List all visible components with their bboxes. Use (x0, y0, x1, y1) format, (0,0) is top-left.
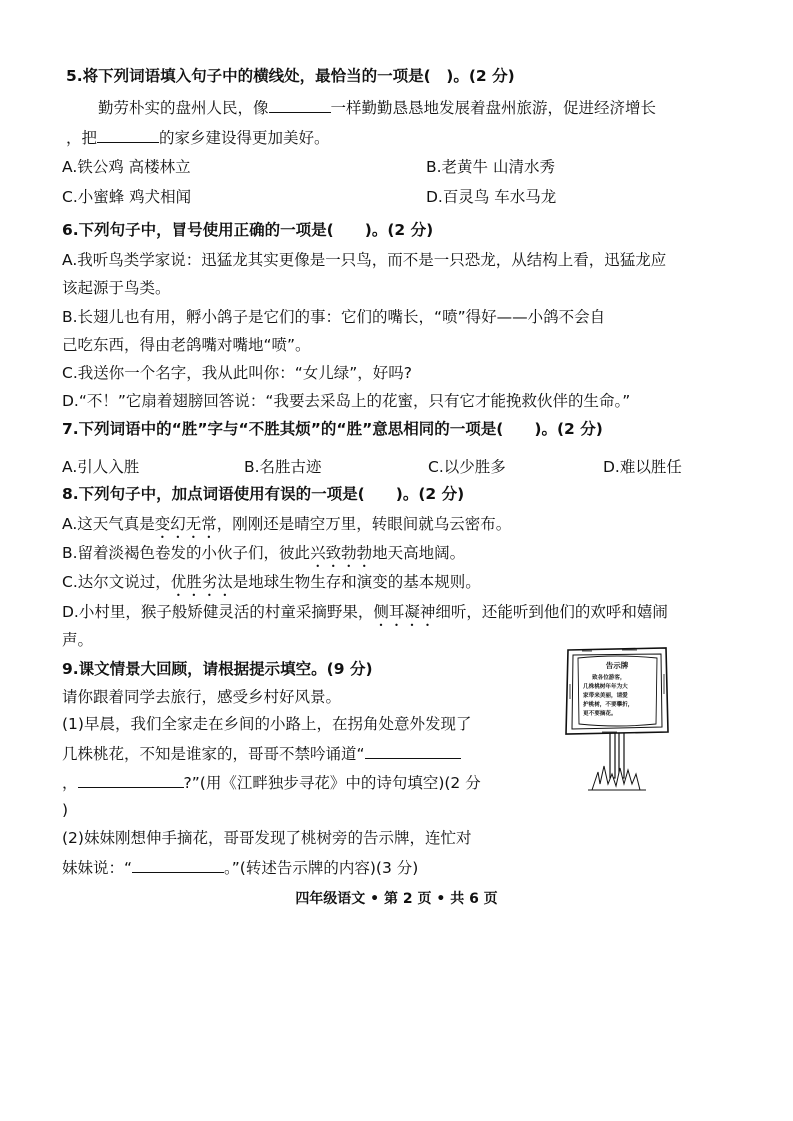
q5-option-c[interactable]: C.小蜜蜂 鸡犬相闻 (62, 188, 192, 206)
q9-blank-2[interactable] (78, 771, 184, 788)
q7-option-d[interactable]: D.难以胜任 (603, 458, 682, 476)
q9-part2-line1: (2)妹妹刚想伸手摘花，哥哥发现了桃树旁的告示牌，连忙对 (62, 829, 472, 847)
q5-sentence-line1 (98, 96, 656, 119)
q7-option-c[interactable]: C.以少胜多 (428, 458, 506, 476)
q5-stem: 5.将下列词语填入句子中的横线处，最恰当的一项是( )。(2 分) (66, 67, 515, 85)
q9-part1-hint: ?”(用《江畔独步寻花》中的诗句填空)(2 分 (183, 774, 481, 792)
notice-board-illustration (562, 644, 672, 792)
q8-option-b[interactable] (62, 542, 465, 571)
q8-c-dotted-word: 优胜劣汰 (170, 573, 233, 591)
q9-blank-3[interactable] (132, 856, 224, 873)
q8-option-c[interactable] (62, 571, 481, 600)
q9-part2-line2 (62, 856, 418, 879)
q6-option-c[interactable]: C.我送你一个名字，我从此叫你：“女儿绿”，好吗? (62, 364, 413, 382)
q9-stem: 9.课文情景大回顾，请根据提示填空。(9 分) (62, 660, 373, 678)
q5-option-a[interactable]: A.铁公鸡 高楼林立 (62, 158, 191, 176)
q8-c-text-1: C.达尔文说过， (62, 573, 171, 591)
q5-option-d[interactable]: D.百灵鸟 车水马龙 (426, 188, 557, 206)
q8-d-text-1: D.小村里，猴子般矫健灵活的村童采摘野果， (62, 603, 374, 621)
q9-part2-hint: 。”(转述告示牌的内容)(3 分) (224, 859, 419, 877)
page-footer: 四年级语文 • 第 2 页 • 共 6 页 (295, 891, 498, 907)
q8-b-dotted-word: 兴致勃勃 (310, 544, 373, 562)
q9-part1-line4: ) (62, 801, 69, 819)
q8-a-text-2: ，刚刚还是晴空万里，转眼间就乌云密布。 (216, 515, 512, 533)
q6-option-d[interactable]: D.“不！”它扇着翅膀回答说：“我要去采岛上的花蜜，只有它才能挽救伙伴的生命。” (62, 392, 631, 410)
q8-c-text-2: 是地球生物生存和演变的基本规则。 (232, 573, 481, 591)
q5-sentence-part4: 的家乡建设得更加美好。 (159, 129, 330, 147)
q5-sentence-part3: ，把 (66, 129, 98, 147)
q8-d-dotted-word: 侧耳凝神 (373, 603, 436, 621)
q6-option-a-line2[interactable]: 该起源于鸟类。 (62, 279, 171, 297)
q7-stem: 7.下列词语中的“胜”字与“不胜其烦”的“胜”意思相同的一项是( )。(2 分) (62, 420, 603, 438)
q8-option-a[interactable] (62, 513, 511, 542)
q8-stem: 8.下列句子中，加点词语使用有误的一项是( )。(2 分) (62, 485, 465, 503)
q7-option-a[interactable]: A.引人入胜 (62, 458, 140, 476)
q6-option-b-line1[interactable]: B.长翅儿也有用，孵小鸽子是它们的事：它们的嘴长，“喷”得好——小鸽不会自 (62, 308, 606, 326)
q5-sentence-part1: 勤劳朴实的盘州人民，像 (98, 99, 269, 117)
q5-sentence-line2 (66, 126, 330, 149)
q8-b-text-1: B.留着淡褐色卷发的小伙子们，彼此 (62, 544, 311, 562)
q8-a-text-1: A.这天气真是 (62, 515, 155, 533)
q9-intro: 请你跟着同学去旅行，感受乡村好风景。 (62, 688, 342, 706)
q9-part1-comma: ， (62, 774, 78, 792)
notice-board-line-4: 护桃树，不要攀折， (583, 702, 634, 708)
notice-board-line-5: 更不要摘花。 (583, 711, 617, 717)
q9-part1-line2 (62, 742, 461, 765)
q8-a-dotted-word: 变幻无常 (154, 515, 217, 533)
notice-board-line-1: 致各位游客， (592, 675, 626, 681)
q8-option-d-line1[interactable] (62, 601, 668, 630)
q5-sentence-part2: 一样勤勤恳恳地发展着盘州旅游，促进经济增长 (330, 99, 657, 117)
q5-option-b[interactable]: B.老黄牛 山清水秀 (426, 158, 555, 176)
q9-part1-line3 (62, 771, 481, 794)
notice-board-line-3: 家带来美丽，请爱 (583, 693, 628, 699)
q6-stem: 6.下列句子中，冒号使用正确的一项是( )。(2 分) (62, 221, 434, 239)
q8-option-d-line2[interactable]: 声。 (62, 631, 94, 649)
q9-blank-1[interactable] (365, 742, 461, 759)
q7-option-b[interactable]: B.名胜古迹 (244, 458, 322, 476)
notice-board-title: 告示牌 (605, 661, 629, 670)
q6-option-a-line1[interactable]: A.我听鸟类学家说：迅猛龙其实更像是一只鸟，而不是一只恐龙，从结构上看，迅猛龙应 (62, 251, 667, 269)
q5-blank-1[interactable] (269, 96, 331, 113)
q5-blank-2[interactable] (97, 126, 159, 143)
q6-option-b-line2[interactable]: 己吃东西，得由老鸽嘴对嘴地“喷”。 (62, 336, 311, 354)
q9-part1-line1: (1)早晨，我们全家走在乡间的小路上，在拐角处意外发现了 (62, 715, 472, 733)
q8-d-text-2: 细听，还能听到他们的欢呼和嬉闹 (435, 603, 668, 621)
q8-b-text-2: 地天高地阔。 (372, 544, 466, 562)
notice-board-line-2: 几株桃树年年为大 (583, 684, 628, 690)
q9-part2-text: 妹妹说：“ (62, 859, 133, 877)
q9-part1-text: 几株桃花，不知是谁家的，哥哥不禁吟诵道“ (62, 745, 365, 763)
